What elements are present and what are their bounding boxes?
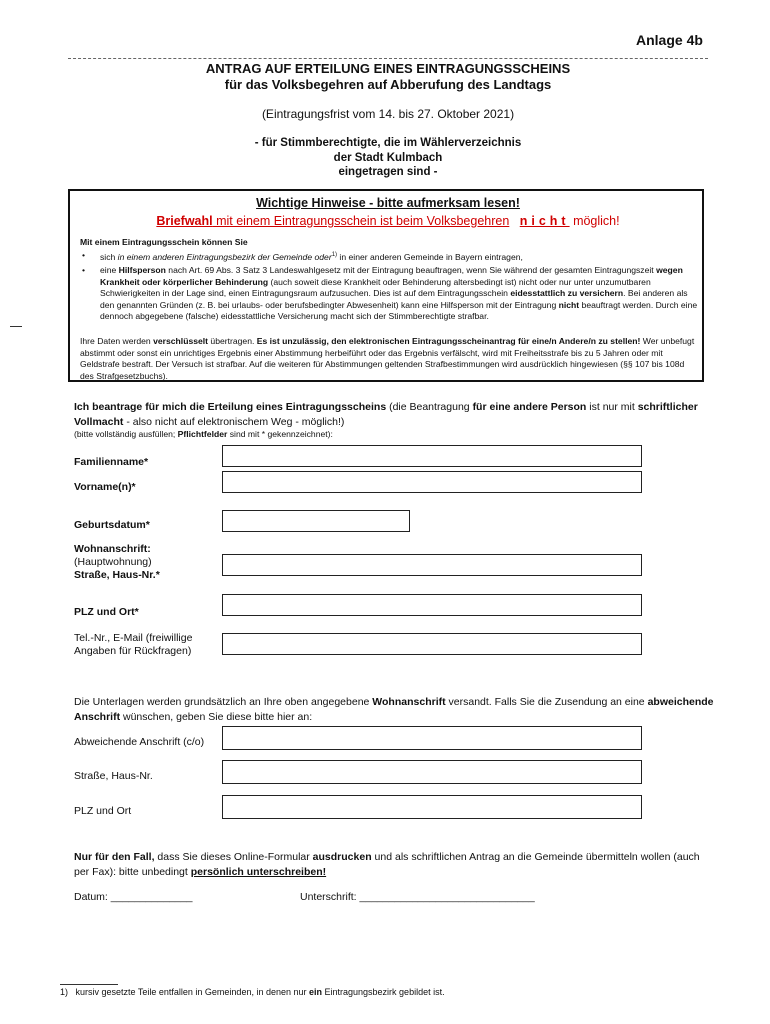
strasse-input[interactable] <box>222 554 642 576</box>
intro-t1: (die Beantragung <box>386 401 473 413</box>
application-intro <box>74 400 714 429</box>
subtitle-line-1: - für Stimmberechtigte, die im Wählerverzeichnis <box>254 137 522 149</box>
footnote-t1: kursiv gesetzte Teile entfallen in Gemeinden, in denen nur <box>68 987 309 997</box>
vorname-label: Vorname(n)* <box>74 481 136 493</box>
footnote <box>60 987 445 997</box>
intro-b3: schriftlicher Vollmacht <box>74 401 698 428</box>
nur-b2: ausdrucken <box>312 851 372 863</box>
addr-b2: abweichende Anschrift <box>74 696 714 723</box>
print-note <box>74 850 714 879</box>
addr-t2: versandt. Falls Sie die Zusendung an eine <box>445 696 648 708</box>
b2-t3: (auch soweit diese Krankheit oder Behinderung altersbedingt ist) nicht oder nur unter unzumutbaren Schwierigkeiten in der Lage sind, einen Eintragungsraum aufzusuchen. Dies ist auf dem Eintragungsschein <box>100 276 651 298</box>
bullet-2 <box>100 265 700 323</box>
footnote-t2: Eintragungsbezirk gebildet ist. <box>322 987 445 997</box>
familienname-label: Familienname* <box>74 456 149 468</box>
briefwahl-end: möglich! <box>569 214 620 228</box>
note-t2: sind mit * gekennzeichnet): <box>227 429 333 439</box>
geburtsdatum-label: Geburtsdatum* <box>74 519 150 531</box>
alt-street-label: Straße, Haus-Nr. <box>74 770 153 782</box>
b1-text-end: in einer anderen Gemeinde in Bayern eintragen, <box>337 251 523 262</box>
b2-b4: nicht <box>558 299 580 310</box>
tel-input[interactable] <box>222 633 642 655</box>
address-note <box>74 695 714 724</box>
intro-t3: - also nicht auf elektronischem Weg - möglich!) <box>123 415 345 428</box>
b2-t1: eine <box>100 265 119 275</box>
intro-b1: Ich beantrage für mich die Erteilung eines Eintragungsscheins <box>74 401 387 413</box>
briefwahl-warning <box>68 214 708 228</box>
note-b: Pflichtfelder <box>177 429 228 439</box>
b2-b2: wegen Krankheit oder körperlicher Behinderung <box>100 265 683 287</box>
subtitle <box>68 136 708 180</box>
tel-line-1: Tel.-Nr., E-Mail (freiwillige <box>74 632 193 644</box>
bullet-dot-2: • <box>82 265 86 275</box>
mit-heading: Mit einem Eintragungsschein können Sie <box>80 237 248 247</box>
addr-b1: Wohnanschrift <box>372 696 446 708</box>
alt-plz-label: PLZ und Ort <box>74 805 132 817</box>
familienname-input[interactable] <box>222 445 642 467</box>
data-warning <box>80 336 700 382</box>
addr-t1: Die Unterlagen werden grundsätzlich an Ihre oben angegebene <box>74 696 373 708</box>
b2-t4: . Bei anderen als den genannten Gründen (z. B. bei urlaubs- oder berufsbedingter Abwesenheit) kann eine Hilfsperson mit der Eintragung <box>100 288 688 310</box>
wohn-line-1: Wohnanschrift: <box>74 543 151 555</box>
signature-field[interactable]: Unterschrift: ______________________________ <box>300 891 535 903</box>
plz-label: PLZ und Ort* <box>74 606 139 618</box>
bullet-dot-1: • <box>82 250 86 260</box>
geburtsdatum-input[interactable] <box>222 510 410 532</box>
b2-b1: Hilfsperson <box>118 265 166 275</box>
tel-line-2: Angaben für Rückfragen) <box>74 645 192 657</box>
co-input[interactable] <box>222 726 642 750</box>
b1-text: sich <box>100 251 118 262</box>
nur-t2: und als schriftlichen Antrag an die Gemeinde übermitteln wollen (auch per Fax): bitte unbedingt <box>74 851 700 878</box>
briefwahl-nicht: nicht <box>519 214 570 228</box>
wohn-line-2: (Hauptwohnung) <box>74 556 152 568</box>
plz-input[interactable] <box>222 594 642 616</box>
wohn-line-3: Straße, Haus-Nr.* <box>74 569 160 581</box>
footnote-b: ein <box>309 987 323 997</box>
alt-street-input[interactable] <box>222 760 642 784</box>
ihre-t1: Ihre Daten werden <box>80 336 154 346</box>
alt-plz-input[interactable] <box>222 795 642 819</box>
b2-t2: nach Art. 69 Abs. 3 Satz 3 Landeswahlgesetz mit der Eintragung beauftragen, wenn Sie während der gesamten Eintragungszeit <box>165 265 657 275</box>
co-label: Abweichende Anschrift (c/o) <box>74 736 205 748</box>
top-divider <box>68 58 708 59</box>
note-t1: (bitte vollständig ausfüllen; <box>74 429 178 439</box>
registration-period: (Eintragungsfrist vom 14. bis 27. Oktober 2021) <box>261 107 515 121</box>
briefwahl-word: Briefwahl <box>156 214 213 228</box>
date-field[interactable]: Datum: ______________ <box>74 891 193 903</box>
b2-t5: beauftragt werden. Durch eine dennoch abgegebene (falsche) eidesstattliche Versicherung macht sich der Stimmberechtigte strafbar. <box>100 299 698 321</box>
title-line-1: ANTRAG AUF ERTEILUNG EINES EINTRAGUNGSSCHEINS <box>205 61 571 76</box>
nur-t1: dass Sie dieses Online-Formular <box>154 851 313 863</box>
margin-mark <box>10 326 22 327</box>
ihre-b1: verschlüsselt <box>153 336 209 346</box>
intro-t2: ist nur mit <box>586 401 638 413</box>
vorname-input[interactable] <box>222 471 642 493</box>
notice-heading: Wichtige Hinweise - bitte aufmerksam lesen! <box>256 196 520 210</box>
subtitle-line-3: eingetragen sind - <box>338 166 438 178</box>
subtitle-line-2: der Stadt Kulmbach <box>333 151 443 164</box>
nur-b3: persönlich unterschreiben! <box>190 865 327 878</box>
ihre-t2: übertragen. <box>208 336 257 346</box>
footnote-divider <box>60 984 118 985</box>
ihre-b2: Es ist unzulässig, den elektronischen Eintragungsscheinantrag für eine/n Andere/n zu stellen! <box>256 336 641 346</box>
ihre-t3: Wer unbefugt abstimmt oder sonst ein unrichtiges Ergebnis einer Abstimmung herbeiführt oder das Ergebnis verfälscht, wird mit Freiheitsstrafe bis zu 5 Jahren oder mit Geldstrafe bestraft. Der Versuch ist strafbar. Auf die weiteren für Abstimmungen geltenden Strafbestimmungen wird ausdrücklich hingewiesen (§§ 107 bis 108d des Strafgesetzbuchs). <box>80 336 695 381</box>
briefwahl-text: mit einem Eintragungsschein ist beim Volksbegehren <box>212 214 510 228</box>
tel-label <box>74 632 192 658</box>
footnote-num: 1) <box>60 987 69 997</box>
nur-b1: Nur für den Fall, <box>74 851 155 863</box>
addr-t3: wünschen, geben Sie diese bitte hier an: <box>120 710 313 723</box>
wohnanschrift-label <box>74 543 160 582</box>
b2-b3: eidesstattlich zu versichern <box>510 288 624 298</box>
required-note <box>74 429 333 439</box>
b1-footnote-ref: 1) <box>331 252 338 258</box>
bullet-1 <box>100 250 700 263</box>
intro-b2: für eine andere Person <box>472 401 587 413</box>
title-line-2: für das Volksbegehren auf Abberufung des Landtags <box>224 77 552 92</box>
b1-italic: in einem anderen Eintragungsbezirk der Gemeinde oder <box>117 251 332 262</box>
annex-label: Anlage 4b <box>636 32 703 48</box>
